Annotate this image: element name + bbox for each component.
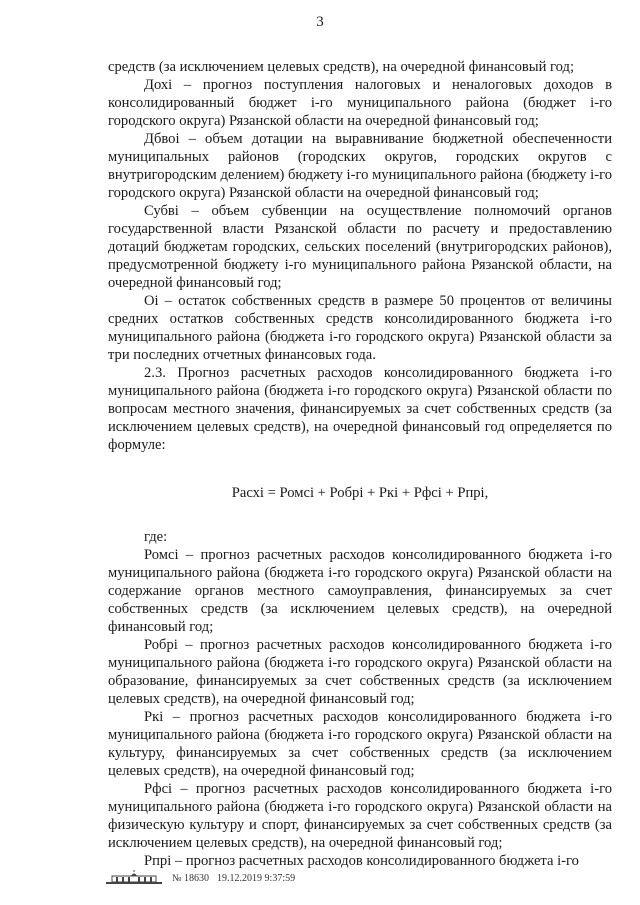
paragraph: Субвi – объем субвенции на осуществление полномочий органов государственной власти Рязанской области по расчету и предоставлению дотаций бюджетам городских, сельских поселений (внутригородских районов), предусмотренной бюджету i-го муниципального района Рязанской области, на очередной финансовый год;	[108, 203, 612, 291]
paragraph: где:	[144, 529, 168, 545]
paragraph: средств (за исключением целевых средств), на очередной финансовый год;	[108, 59, 575, 75]
paragraph: 2.3. Прогноз расчетных расходов консолидированного бюджета i-го муниципального района (бюджета i-го городского округа) Рязанской области по вопросам местного значения, финансируемых за счет собственных средств (за исключением целевых средств), на очередной финансовый год определяется по формуле:	[108, 365, 612, 453]
page-number: 3	[316, 14, 324, 30]
document-footer	[104, 870, 295, 886]
paragraph: Робрi – прогноз расчетных расходов консолидированного бюджета i-го муниципального района (бюджета i-го городского округа) Рязанской области на образование, финансируемых за счет собственных средств (за исключением целевых средств), на очередной финансовый год;	[108, 637, 612, 707]
paragraph: Дбвоi – объем дотации на выравнивание бюджетной обеспеченности муниципальных районов (городских округов, городских округов с внутригородским делением) бюджету i-го муниципального района (бюджету i-го городского округа) Рязанской области на очередной финансовый год;	[108, 131, 612, 201]
document-body	[108, 58, 612, 870]
paragraph: Дохi – прогноз поступления налоговых и неналоговых доходов в консолидированный бюджет i-го муниципального района (бюджет i-го городского округа) Рязанской области на очередной финансовый год;	[108, 77, 612, 129]
document-registration-number: № 18630	[172, 872, 210, 884]
paragraph: Ркi – прогноз расчетных расходов консолидированного бюджета i-го муниципального района (бюджета i-го городского округа) Рязанской области на культуру, финансируемых за счет собственных средств (за исключением целевых средств), на очередной финансовый год;	[108, 709, 612, 779]
government-building-logo-icon	[104, 870, 164, 886]
paragraph: Оi – остаток собственных средств в размере 50 процентов от величины средних остатков собственных средств консолидированного бюджета i-го муниципального района (бюджета i-го городского округа) Рязанской области за три последних отчетных финансовых года.	[108, 293, 612, 363]
formula: Расхi = Ромсi + Робрi + Ркi + Рфсi + Рпрi,	[231, 485, 489, 501]
paragraph: Рфсi – прогноз расчетных расходов консолидированного бюджета i-го муниципального района (бюджета i-го городского округа) Рязанской области на физическую культуру и спорт, финансируемых за счет собственных средств (за исключением целевых средств), на очередной финансовый год;	[108, 781, 612, 851]
paragraph: Рпрi – прогноз расчетных расходов консолидированного бюджета i-го	[144, 853, 579, 869]
document-timestamp: 19.12.2019 9:37:59	[217, 872, 296, 884]
paragraph: Ромсi – прогноз расчетных расходов консолидированного бюджета i-го муниципального района (бюджета i-го городского округа) Рязанской области на содержание органов местного самоуправления, финансируемых за счет собственных средств (за исключением целевых средств), на очередной финансовый год;	[108, 547, 612, 635]
